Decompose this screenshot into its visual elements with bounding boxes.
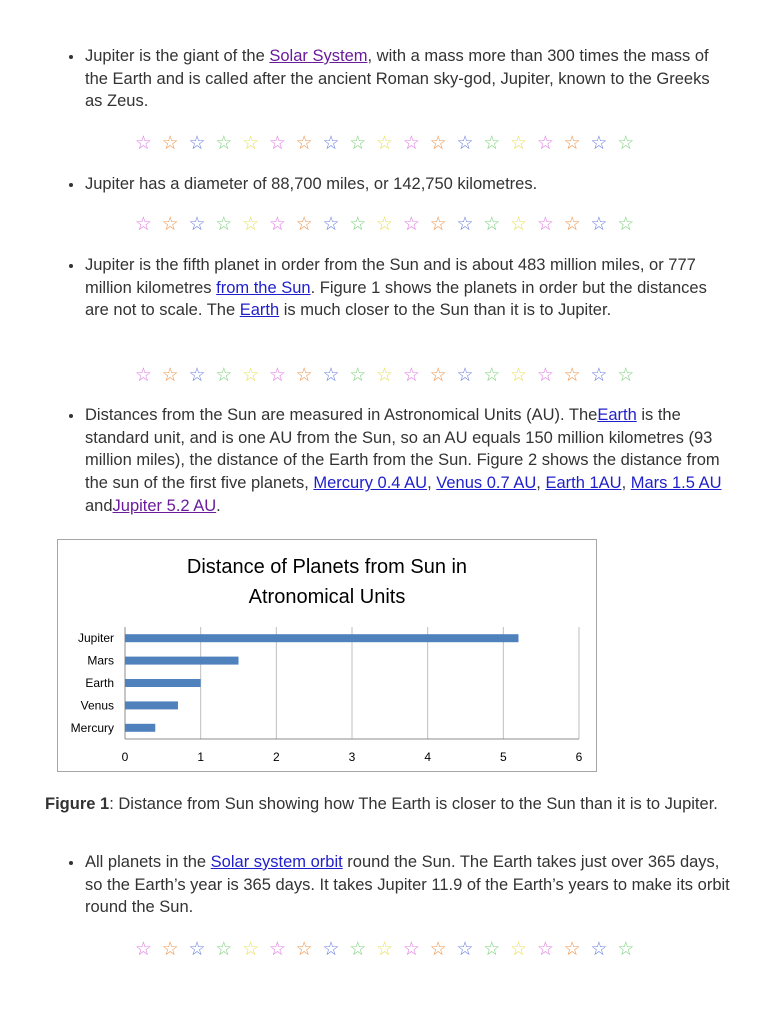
- paragraph-text: ,: [536, 474, 546, 493]
- bar-venus: [125, 701, 178, 709]
- y-tick-label: Earth: [85, 676, 114, 690]
- star-icon: ☆: [429, 213, 447, 235]
- star-icon: ☆: [429, 132, 447, 154]
- star-icon: ☆: [536, 132, 554, 154]
- link-mercury[interactable]: Mercury 0.4 AU: [313, 474, 428, 493]
- star-icon: ☆: [322, 213, 340, 235]
- star-icon: ☆: [322, 364, 340, 386]
- star-icon: ☆: [402, 132, 420, 154]
- star-icon: ☆: [483, 132, 501, 154]
- paragraph-text: ,: [621, 474, 631, 493]
- bullet-paragraph-mass: [85, 45, 730, 113]
- star-icon: ☆: [349, 364, 367, 386]
- star-icon: ☆: [510, 364, 528, 386]
- star-icon: ☆: [295, 364, 313, 386]
- star-icon: ☆: [617, 364, 635, 386]
- paragraph-text: round the Sun. The Earth takes just over 365 days, so the Earth’s year is 365 days. It takes Jupiter 11.9 of the Earth’s years to make its orbit round the Sun.: [85, 853, 730, 917]
- paragraph-text: Jupiter has a diameter of 88,700 miles, or 142,750 kilometres.: [85, 175, 538, 193]
- star-icon: ☆: [617, 938, 635, 960]
- star-icon: ☆: [242, 364, 260, 386]
- link-earth-au[interactable]: Earth: [597, 406, 637, 424]
- star-icon: ☆: [483, 938, 501, 960]
- distance-chart-svg: [58, 540, 596, 771]
- bar-earth: [125, 679, 201, 687]
- star-icon: ☆: [456, 132, 474, 154]
- star-icon: ☆: [161, 364, 179, 386]
- star-icon: ☆: [349, 132, 367, 154]
- chart-title: Distance of Planets from Sun in: [186, 556, 468, 578]
- star-icon: ☆: [483, 213, 501, 235]
- star-icon: ☆: [590, 132, 608, 154]
- star-icon: ☆: [349, 938, 367, 960]
- paragraph-text: Distances from the Sun are measured in Astronomical Units (AU). The: [85, 406, 598, 424]
- paragraph-text: is much closer to the Sun than it is to Jupiter.: [279, 301, 612, 320]
- star-icon: ☆: [268, 938, 286, 960]
- star-icon: ☆: [376, 938, 394, 960]
- star-icon: ☆: [456, 213, 474, 235]
- star-icon: ☆: [242, 132, 260, 154]
- star-icon: ☆: [563, 213, 581, 235]
- link-mars[interactable]: Mars 1.5 AU: [630, 474, 722, 493]
- y-tick-label: Mercury: [70, 720, 114, 735]
- x-tick-label: 2: [272, 750, 280, 764]
- star-icon: ☆: [295, 213, 313, 235]
- caption-text: : Distance from Sun showing how The Earth is closer to the Sun than it is to Jupiter.: [109, 795, 718, 813]
- star-icon: ☆: [429, 938, 447, 960]
- star-icon: ☆: [134, 132, 152, 154]
- star-icon: ☆: [188, 132, 206, 154]
- distance-chart: [57, 539, 597, 772]
- figure-caption: [45, 793, 735, 816]
- star-icon: ☆: [215, 213, 233, 235]
- star-icon: ☆: [617, 132, 635, 154]
- star-icon: ☆: [590, 938, 608, 960]
- x-tick-label: 5: [499, 750, 507, 764]
- paragraph-text: is the standard unit, and is one AU from the Sun, so an AU equals 150 million kilometres (93 million miles), the distance of the Earth from the Sun. Figure 2 shows the distance from the sun of the first five planets,: [85, 406, 720, 493]
- star-icon: ☆: [268, 364, 286, 386]
- star-icon: ☆: [510, 938, 528, 960]
- star-icon: ☆: [242, 213, 260, 235]
- star-icon: ☆: [590, 213, 608, 235]
- star-icon: ☆: [188, 364, 206, 386]
- star-icon: ☆: [322, 132, 340, 154]
- star-icon: ☆: [563, 364, 581, 386]
- star-icon: ☆: [349, 213, 367, 235]
- star-icon: ☆: [402, 364, 420, 386]
- x-tick-label: 0: [121, 750, 129, 764]
- star-icon: ☆: [322, 938, 340, 960]
- star-icon: ☆: [295, 938, 313, 960]
- star-icon: ☆: [188, 213, 206, 235]
- link-jupiter[interactable]: Jupiter 5.2 AU: [112, 496, 217, 515]
- star-icon: ☆: [161, 213, 179, 235]
- star-icon: ☆: [536, 364, 554, 386]
- x-tick-label: 3: [348, 750, 356, 764]
- star-icon: ☆: [456, 364, 474, 386]
- star-icon: ☆: [215, 132, 233, 154]
- star-icon: ☆: [402, 213, 420, 235]
- star-icon: ☆: [161, 938, 179, 960]
- paragraph-text: Jupiter is the fifth planet in order from the Sun and is about 483 million miles, or 777 million kilometres: [85, 256, 696, 297]
- x-tick-label: 6: [575, 750, 583, 764]
- star-divider-4: [130, 939, 639, 959]
- star-icon: ☆: [188, 938, 206, 960]
- star-icon: ☆: [590, 364, 608, 386]
- star-icon: ☆: [134, 213, 152, 235]
- paragraph-text: and: [85, 496, 113, 515]
- x-tick-label: 4: [424, 750, 432, 764]
- star-icon: ☆: [134, 364, 152, 386]
- star-icon: ☆: [402, 938, 420, 960]
- star-icon: ☆: [483, 364, 501, 386]
- star-icon: ☆: [376, 213, 394, 235]
- star-icon: ☆: [242, 938, 260, 960]
- star-icon: ☆: [510, 132, 528, 154]
- star-icon: ☆: [376, 364, 394, 386]
- bullet-paragraph-diameter: [85, 173, 730, 196]
- link-earth[interactable]: Earth: [239, 301, 280, 320]
- star-icon: ☆: [376, 132, 394, 154]
- link-from-the-sun[interactable]: from the Sun: [216, 278, 311, 297]
- paragraph-text: .: [216, 496, 221, 515]
- star-divider-3: [130, 365, 639, 385]
- y-tick-label: Venus: [80, 698, 114, 713]
- paragraph-text: . Figure 1 shows the planets in order but the distances are not to scale. The: [85, 278, 707, 320]
- star-icon: ☆: [268, 132, 286, 154]
- star-icon: ☆: [563, 132, 581, 154]
- y-tick-label: Mars: [87, 653, 114, 668]
- bar-mercury: [125, 724, 155, 732]
- star-icon: ☆: [617, 213, 635, 235]
- star-icon: ☆: [215, 364, 233, 386]
- bar-mars: [125, 657, 239, 665]
- bullet-paragraph-au: [85, 404, 730, 518]
- link-earth-1au[interactable]: Earth 1AU: [545, 474, 622, 493]
- paragraph-text: ,: [427, 474, 437, 493]
- star-icon: ☆: [134, 938, 152, 960]
- chart-title: Atronomical Units: [248, 586, 406, 608]
- star-divider-2: [130, 214, 639, 234]
- y-tick-label: Jupiter: [77, 631, 114, 646]
- link-venus[interactable]: Venus 0.7 AU: [436, 474, 537, 493]
- star-icon: ☆: [456, 938, 474, 960]
- star-icon: ☆: [215, 938, 233, 960]
- bullet-paragraph-order: [85, 254, 730, 322]
- star-icon: ☆: [161, 132, 179, 154]
- bullet-paragraph-orbit: [85, 851, 730, 919]
- star-icon: ☆: [536, 938, 554, 960]
- star-icon: ☆: [268, 213, 286, 235]
- star-icon: ☆: [510, 213, 528, 235]
- bar-jupiter: [125, 634, 518, 642]
- link-solar-system-orbit[interactable]: Solar system orbit: [210, 853, 343, 871]
- star-icon: ☆: [429, 364, 447, 386]
- star-icon: ☆: [563, 938, 581, 960]
- link-solar-system[interactable]: Solar System: [269, 47, 368, 65]
- star-icon: ☆: [295, 132, 313, 154]
- paragraph-text: All planets in the: [85, 853, 211, 871]
- star-icon: ☆: [536, 213, 554, 235]
- paragraph-text: Jupiter is the giant of the: [85, 47, 270, 65]
- x-tick-label: 1: [197, 750, 205, 764]
- star-divider-1: [130, 133, 639, 153]
- paragraph-text: , with a mass more than 300 times the mass of the Earth and is called after the ancient Roman sky-god, Jupiter, known to the Greeks as Zeus.: [85, 47, 710, 111]
- caption-label: Figure 1: [45, 795, 110, 813]
